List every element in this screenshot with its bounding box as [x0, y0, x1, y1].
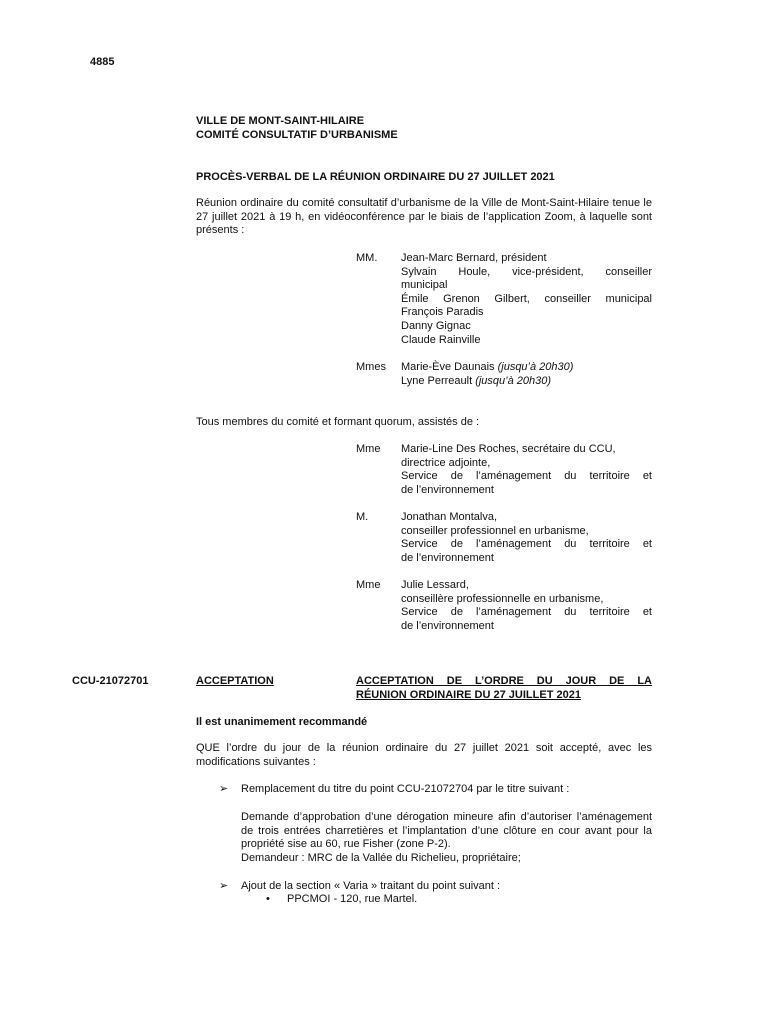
resolution-heading-line1: ACCEPTATION DE L’ORDRE DU JOUR DE LA — [356, 675, 652, 687]
amendment-applicant: Demandeur : MRC de la Vallée du Richelieu, propriétaire; — [241, 852, 521, 864]
resolution-text: QUE l’ordre du jour de la réunion ordinaire du 27 juillet 2021 soit accepté, avec les modifications suivantes : — [196, 742, 652, 768]
assistant-line: conseiller professionnel en urbanisme, — [401, 524, 589, 537]
arrow-bullet-icon: ➢ — [219, 880, 229, 892]
resolution-heading-line2: RÉUNION ORDINAIRE DU 27 JUILLET 2021 — [356, 689, 581, 701]
member-name: Sylvain Houle, vice-président, conseiller — [401, 265, 652, 278]
assistant-line: Service de l’aménagement du territoire et — [401, 538, 652, 551]
assistant-title: Mme — [356, 443, 381, 455]
member-name: Émile Grenon Gilbert, conseiller municipal — [401, 292, 652, 305]
amendment-item: Ajout de la section « Varia » traitant du point suivant : — [241, 880, 501, 892]
page-number: 4885 — [90, 56, 115, 68]
assistant-line: Marie-Line Des Roches, secrétaire du CCU, — [401, 443, 616, 455]
quorum-text: Tous membres du comité et formant quorum, assistés de : — [196, 416, 480, 428]
member-name: Claude Rainville — [401, 333, 481, 346]
members-mm-label: MM. — [356, 252, 378, 264]
header-committee: COMITÉ CONSULTATIF D’URBANISME — [196, 129, 398, 141]
amendment-detail: Demande d’approbation d’une dérogation mineure afin d’autoriser l’aménagement de trois entrées charretières et l’implantation d’une clôture en cour avant pour la propriété sise au 60, rue Fisher (zone P-2). — [241, 811, 652, 851]
recommendation: Il est unanimement recommandé — [196, 716, 368, 728]
intro-paragraph: Réunion ordinaire du comité consultatif d’urbanisme de la Ville de Mont-Saint-Hilaire tenue le 27 juillet 2021 à 19 h, en vidéoconférence par le biais de l’application Zoom, à laquelle sont présents : — [196, 197, 652, 237]
member-name: Lyne Perreault (jusqu’à 20h30) — [401, 374, 552, 387]
member-name: François Paradis — [401, 306, 484, 319]
resolution-number: CCU-21072701 — [72, 675, 149, 687]
assistant-line: Service de l’aménagement du territoire et — [401, 470, 652, 483]
assistant-line: directrice adjointe, — [401, 456, 491, 469]
members-mmes-label: Mmes — [356, 361, 386, 373]
document-title: PROCÈS-VERBAL DE LA RÉUNION ORDINAIRE DU 27 JUILLET 2021 — [196, 171, 555, 183]
assistant-line: de l’environnement — [401, 483, 494, 496]
varia-item: PPCMOI - 120, rue Martel. — [287, 893, 418, 905]
member-name-continued: municipal — [401, 279, 448, 292]
header-city: VILLE DE MONT-SAINT-HILAIRE — [196, 115, 365, 127]
assistant-line: de l’environnement — [401, 619, 494, 632]
dot-bullet-icon: • — [266, 893, 270, 905]
assistant-line: Julie Lessard, — [401, 579, 469, 591]
assistant-title: Mme — [356, 579, 381, 591]
member-name: Danny Gignac — [401, 319, 471, 332]
amendment-item: Remplacement du titre du point CCU-21072704 par le titre suivant : — [241, 783, 570, 795]
resolution-category: ACCEPTATION — [196, 675, 274, 687]
assistant-line: Service de l’aménagement du territoire et — [401, 606, 652, 619]
assistant-title: M. — [356, 511, 369, 523]
member-name: Marie-Ève Daunais (jusqu’à 20h30) — [401, 361, 574, 373]
assistant-line: de l’environnement — [401, 551, 494, 564]
assistant-line: Jonathan Montalva, — [401, 511, 498, 523]
member-name: Jean-Marc Bernard, président — [401, 252, 547, 264]
arrow-bullet-icon: ➢ — [219, 783, 229, 795]
assistant-line: conseillère professionnelle en urbanisme, — [401, 592, 604, 605]
